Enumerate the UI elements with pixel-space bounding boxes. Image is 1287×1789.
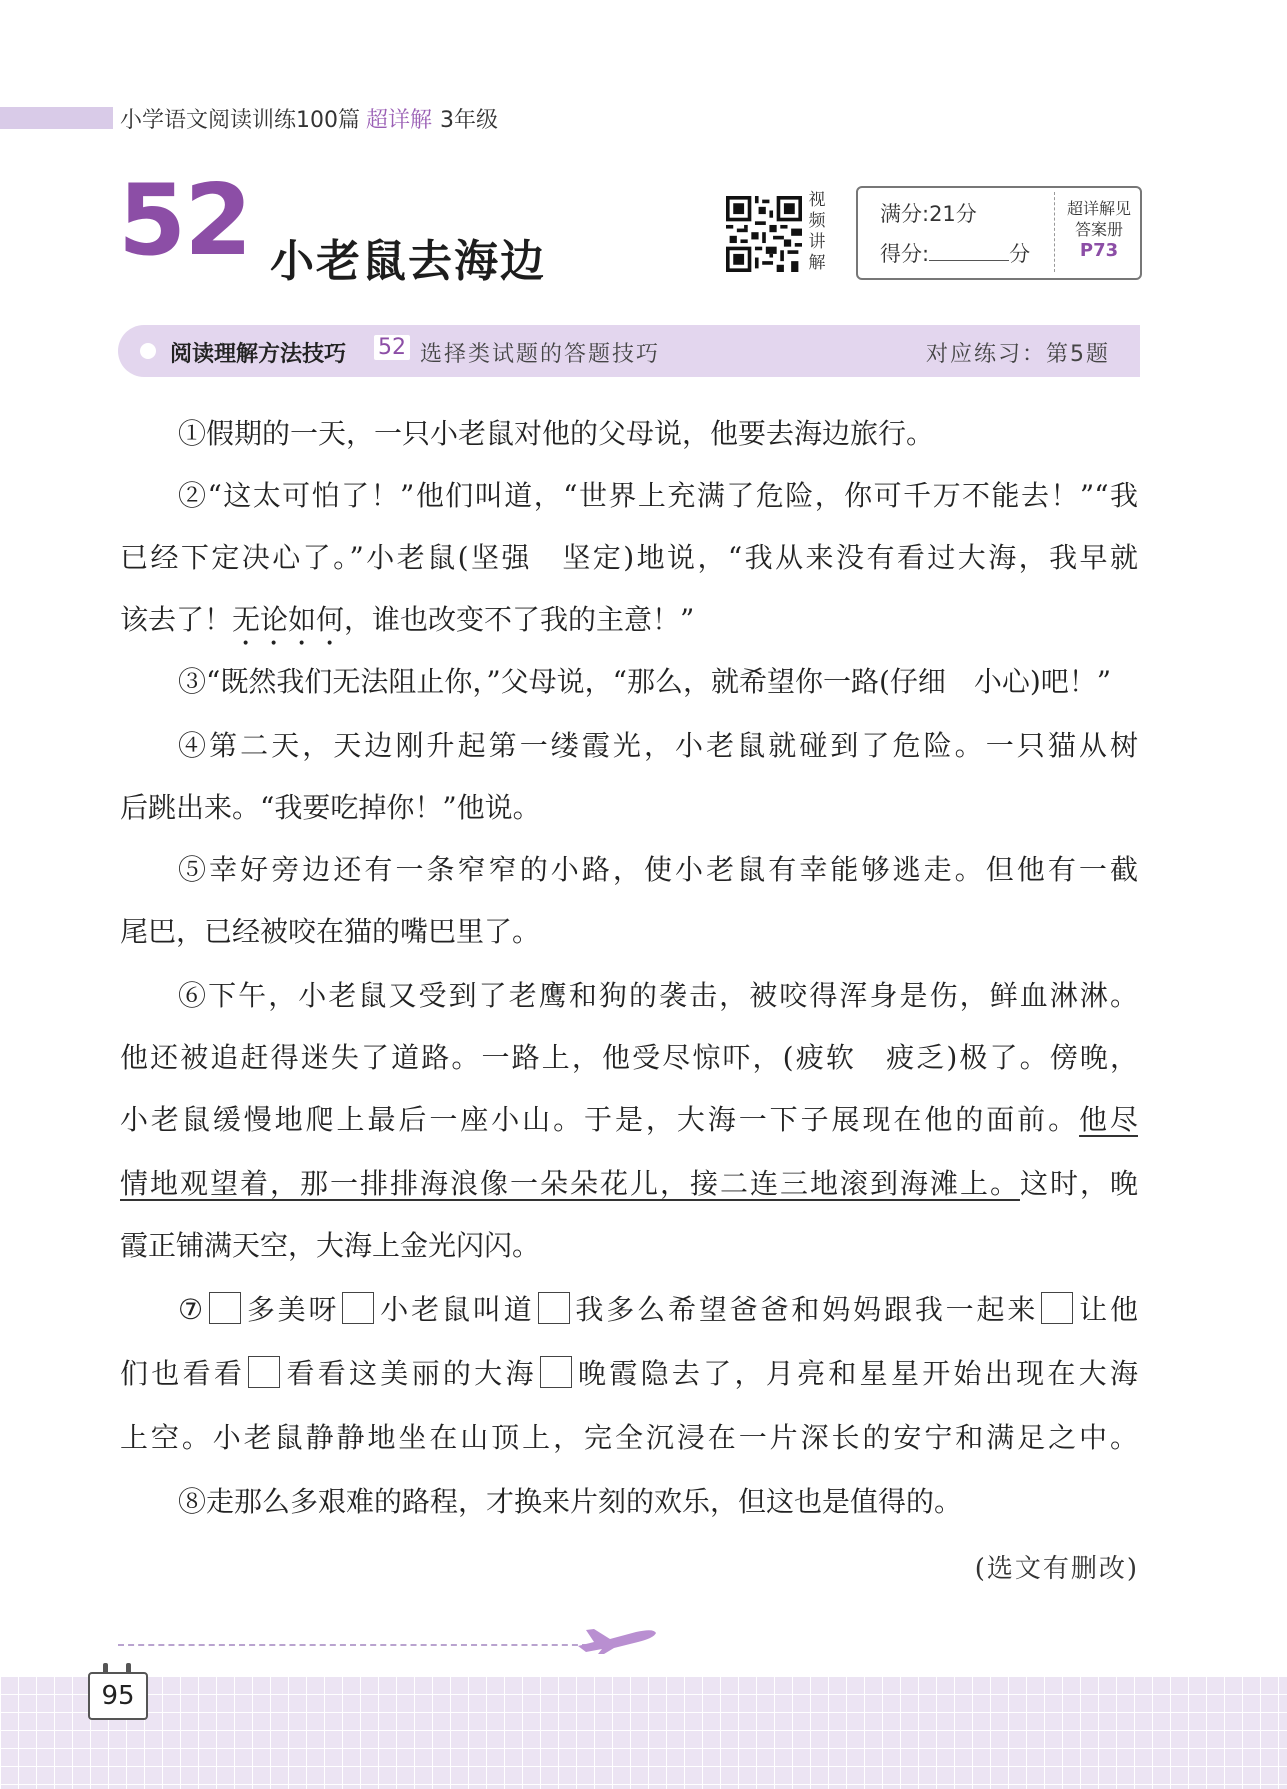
- paragraph-7-line-2: 们也看看 看看这美丽的大海 晚霞隐去了，月亮和星星开始出现在大海: [120, 1357, 1138, 1390]
- method-topic: 选择类试题的答题技巧: [420, 342, 661, 367]
- practice-reference: 对应练习：第5题: [926, 342, 1110, 367]
- book-title: 小学语文阅读训练100篇 超详解 3年级: [120, 108, 499, 133]
- paragraph-6-line-1: ⑥下午，小老鼠又受到了老鹰和狗的袭击，被咬得浑身是伤，鲜血淋淋。: [178, 979, 1138, 1012]
- method-banner: [118, 325, 1140, 377]
- footer-grid: [0, 1676, 1287, 1789]
- paragraph-6-line-2: 他还被追赶得迷失了道路。一路上，他受尽惊吓，(疲软 疲乏)极了。傍晚，: [120, 1041, 1138, 1074]
- paragraph-6-line-4: 情地观望着，那一排排海浪像一朵朵花儿，接二连三地滚到海滩上。这时，晚: [120, 1167, 1138, 1200]
- paragraph-5-line-2: 尾巴，已经被咬在猫的嘴巴里了。: [120, 915, 541, 948]
- method-label: 阅读理解方法技巧: [170, 342, 347, 367]
- paragraph-2-line-3: 该去了！无论如何，谁也改变不了我的主意！”: [120, 603, 695, 636]
- paragraph-1: ①假期的一天，一只小老鼠对他的父母说，他要去海边旅行。: [178, 417, 935, 450]
- paragraph-4-line-2: 后跳出来。“我要吃掉你！”他说。: [120, 791, 541, 824]
- lesson-title: 小老鼠去海边: [270, 236, 546, 287]
- paragraph-4-line-1: ④第二天，天边刚升起第一缕霞光，小老鼠就碰到了危险。一只猫从树: [178, 729, 1138, 762]
- answer-page: P73: [1079, 240, 1119, 261]
- score-divider: [1054, 192, 1055, 272]
- punctuation-blank-4[interactable]: [1041, 1292, 1073, 1324]
- punctuation-blank-5[interactable]: [248, 1356, 280, 1388]
- qr-video-label: 视 频 讲 解: [808, 190, 826, 273]
- score-box: [856, 186, 1142, 280]
- source-note: (选文有删改): [974, 1554, 1139, 1584]
- airplane-icon: [574, 1616, 658, 1656]
- paragraph-5-line-1: ⑤幸好旁边还有一条窄窄的小路，使小老鼠有幸能够逃走。但他有一截: [178, 853, 1138, 886]
- underlined-sentence-end: 情地观望着，那一排排海浪像一朵朵花儿，接二连三地滚到海滩上。: [120, 1167, 1020, 1200]
- book-highlight: 超详解: [366, 108, 433, 133]
- page-number: 95: [88, 1672, 148, 1720]
- emphasis-phrase: 无论如何: [232, 603, 345, 636]
- paragraph-6-line-5: 霞正铺满天空，大海上金光闪闪。: [120, 1229, 541, 1262]
- punctuation-blank-1[interactable]: [209, 1292, 241, 1324]
- paragraph-6-line-3: 小老鼠缓慢地爬上最后一座小山。于是，大海一下子展现在他的面前。他尽: [120, 1103, 1138, 1136]
- answer-reference: 超详解见 答案册 P73: [1060, 198, 1138, 261]
- method-number: 52: [374, 335, 410, 360]
- header-accent-bar: [0, 107, 113, 129]
- paragraph-2-line-1: ②“这太可怕了！”他们叫道，“世界上充满了危险，你可千万不能去！”“我: [178, 479, 1138, 512]
- paragraph-7-line-3: 上空。小老鼠静静地坐在山顶上，完全沉浸在一片深长的安宁和满足之中。: [120, 1421, 1138, 1454]
- full-score: 满分:21分: [880, 202, 977, 226]
- score-field: 得分: 分: [880, 242, 1031, 266]
- grade-label: 3年级: [440, 108, 499, 133]
- bullet-dot-icon: [140, 343, 156, 359]
- paragraph-8: ⑧走那么多艰难的路程，才换来片刻的欢乐，但这也是值得的。: [178, 1485, 963, 1518]
- punctuation-blank-2[interactable]: [342, 1292, 374, 1324]
- score-blank[interactable]: [929, 242, 1009, 261]
- underlined-sentence-start: 他尽: [1079, 1103, 1138, 1136]
- punctuation-blank-6[interactable]: [540, 1356, 572, 1388]
- punctuation-blank-3[interactable]: [538, 1292, 570, 1324]
- footer-dashed-line: [118, 1644, 588, 1646]
- paragraph-2-line-2: 已经下定决心了。”小老鼠(坚强 坚定)地说，“我从来没有看过大海，我早就: [120, 541, 1138, 574]
- paragraph-3: ③“既然我们无法阻止你，”父母说，“那么，就希望你一路(仔细 小心)吧！”: [178, 665, 1112, 698]
- paragraph-7-line-1: ⑦ 多美呀 小老鼠叫道 我多么希望爸爸和妈妈跟我一起来 让他: [178, 1293, 1138, 1326]
- qr-code-icon[interactable]: [726, 196, 802, 272]
- lesson-number: 52: [118, 164, 251, 278]
